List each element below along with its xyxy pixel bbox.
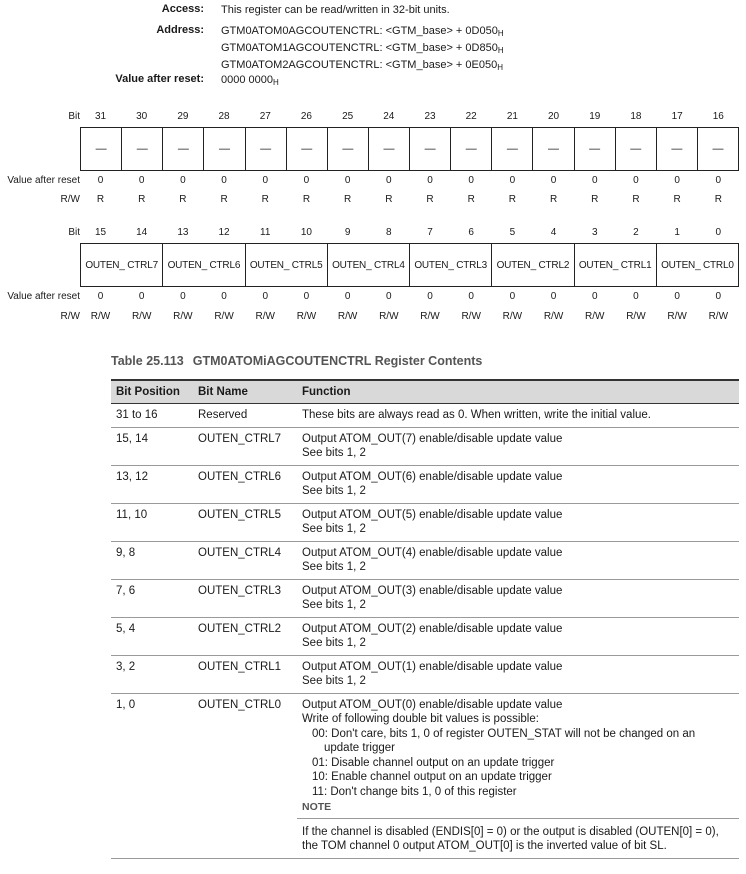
access-label: Access: <box>161 3 204 15</box>
cell-bit-position: 11, 10 <box>111 503 193 541</box>
bit-number: 13 <box>177 227 189 238</box>
register-lower-fields <box>80 243 739 287</box>
reserved-bit-cell: — <box>121 128 162 170</box>
rw-bit-value: R <box>220 194 228 205</box>
access-value: This register can be read/written in 32-bit units. <box>221 4 450 16</box>
option-11: 11: Don't change bits 1, 0 of this register <box>312 785 517 798</box>
bit-number: 0 <box>715 227 722 238</box>
reset-bit-value: 0 <box>180 291 186 302</box>
rw-bit-value: R <box>96 194 105 205</box>
bit-number: 19 <box>589 111 601 122</box>
reserved-bit-cell: — <box>95 143 107 155</box>
table-row <box>111 404 739 428</box>
function-line: See bits 1, 2 <box>302 599 366 611</box>
reset-bit-value: 0 <box>344 291 351 302</box>
option-01: 01: Disable channel output on an update trigger <box>312 756 555 769</box>
cell-bit-position: 13, 12 <box>111 465 193 503</box>
bit-number: 15 <box>94 227 107 238</box>
option-00: 00: Don't care, bits 1, 0 of register OUTEN_STAT will not be changed on an <box>312 727 696 740</box>
cell-bit-position: 3, 2 <box>111 655 193 693</box>
reset-bit-value: 0 <box>550 175 557 186</box>
reset-bit-value: 0 <box>674 291 680 302</box>
cell-bit-position: 31 to 16 <box>111 404 193 428</box>
reset-bit-value: 0 <box>468 175 474 186</box>
bit-number: 3 <box>591 227 598 238</box>
note-label: NOTE <box>297 800 739 819</box>
bit-number: 7 <box>427 227 433 238</box>
register-upper-fields <box>80 127 739 171</box>
reset-bit-value: 0 <box>221 175 227 186</box>
cell-function <box>297 541 739 579</box>
table-header-row <box>111 380 739 404</box>
bit-number: 12 <box>218 227 230 238</box>
function-line: Output ATOM_OUT(2) enable/disable update value <box>302 622 563 635</box>
function-line: These bits are always read as 0. When written, write the initial value. <box>302 409 651 421</box>
reset-bit-value: 0 <box>591 291 598 302</box>
bit-number: 23 <box>424 111 436 122</box>
bit-number: 16 <box>712 111 724 122</box>
rw-bit-value: R/W <box>667 311 687 322</box>
function-line: See bits 1, 2 <box>302 485 366 497</box>
bit-number: 5 <box>509 227 516 238</box>
bit-number: 4 <box>550 227 557 238</box>
field-cell-outen-ctrl: OUTEN_ CTRL0 <box>656 244 738 286</box>
reset-row-label-lower: Value after reset <box>7 291 80 302</box>
bit-number: 11 <box>260 227 271 238</box>
cell-bit-name: Reserved <box>193 404 297 428</box>
note-text: If the channel is disabled (ENDIS[0] = 0) or the output is disabled (OUTEN[0] = 0), the TOM channel 0 output ATOM_OUT[0] is the inverted value of bit SL. <box>302 825 719 852</box>
cell-bit-name: OUTEN_CTRL7 <box>193 427 297 465</box>
bit-number: 20 <box>548 111 560 122</box>
rw-bit-value: R/W <box>214 311 234 322</box>
rw-row-label-upper: R/W <box>60 194 80 205</box>
table-number: Table 25.113 <box>111 354 184 368</box>
cell-function <box>297 655 739 693</box>
rw-bit-value: R <box>632 194 640 205</box>
cell-function <box>297 579 739 617</box>
cell-bit-name: OUTEN_CTRL5 <box>193 503 297 541</box>
rw-bit-value: R/W <box>379 311 399 322</box>
reset-bit-value: 0 <box>138 175 145 186</box>
reset-bit-value: 0 <box>97 175 104 186</box>
rw-bit-value: R <box>467 194 475 205</box>
table-row <box>111 427 739 465</box>
field-cell-outen-ctrl: OUTEN_ CTRL6 <box>162 244 244 286</box>
function-line: Output ATOM_OUT(3) enable/disable update value <box>302 584 563 597</box>
reset-bit-value: 0 <box>427 175 433 186</box>
cell-bit-position: 1, 0 <box>111 693 193 858</box>
bit-number: 24 <box>383 111 395 122</box>
reserved-bit-cell: — <box>245 128 286 170</box>
table-title-text: GTM0ATOMiAGCOUTENCTRL Register Contents <box>192 354 483 368</box>
rw-bit-value: R/W <box>131 311 152 322</box>
option-10: 10: Enable channel output on an update trigger <box>312 771 552 783</box>
bit-number: 28 <box>218 111 230 122</box>
bit-number: 14 <box>136 227 148 238</box>
rw-bit-value: R <box>591 194 599 205</box>
reset-bit-value: 0 <box>138 291 145 302</box>
reserved-bit-cell: — <box>286 128 327 170</box>
rw-bit-value: R/W <box>585 311 605 322</box>
reset-bit-value: 0 <box>344 175 351 186</box>
rw-bit-value: R <box>714 194 722 205</box>
reset-bit-value: 0 <box>262 175 269 186</box>
cell-bit-name: OUTEN_CTRL3 <box>193 579 297 617</box>
function-line: Output ATOM_OUT(7) enable/disable update value <box>302 432 563 445</box>
bit-number: 21 <box>506 111 518 122</box>
address-line-0: GTM0ATOM0AGCOUTENCTRL: <GTM_base> + $0D050_H$ <box>221 25 504 38</box>
rw-bit-value: R <box>673 194 681 205</box>
reserved-bit-cell: — <box>615 128 656 170</box>
cell-function <box>297 617 739 655</box>
table-row <box>111 655 739 693</box>
cell-function <box>297 503 739 541</box>
bit-number: 9 <box>344 227 351 238</box>
reset-bit-value: 0 <box>303 175 310 186</box>
reset-bit-value: 0 <box>386 175 392 186</box>
table-row <box>111 617 739 655</box>
bit-number: 2 <box>633 227 639 238</box>
cell-bit-name: OUTEN_CTRL1 <box>193 655 297 693</box>
reserved-bit-cell: — <box>532 128 573 170</box>
bit-number: 29 <box>177 111 189 122</box>
reserved-bit-cell: — <box>450 128 491 170</box>
reset-bit-value: 0 <box>633 291 639 302</box>
table-row-last <box>111 693 739 858</box>
rw-row-label-lower: R/W <box>60 311 80 322</box>
reset-bit-value: 0 <box>591 175 598 186</box>
function-line: See bits 1, 2 <box>302 523 366 535</box>
cell-bit-position: 9, 8 <box>111 541 193 579</box>
field-cell-outen-ctrl: OUTEN_ CTRL5 <box>245 244 327 286</box>
cell-bit-position: 5, 4 <box>111 617 193 655</box>
function-line: See bits 1, 2 <box>302 637 366 649</box>
cell-bit-position: 7, 6 <box>111 579 193 617</box>
rw-bit-value: R/W <box>461 311 481 322</box>
function-line: See bits 1, 2 <box>302 561 366 573</box>
reset-bit-value: 0 <box>550 291 557 302</box>
reserved-bit-cell: — <box>409 128 450 170</box>
rw-bit-value: R <box>261 194 269 205</box>
rw-bit-value: R/W <box>543 311 564 322</box>
rw-bit-value: R/W <box>296 311 317 322</box>
table-row <box>111 503 739 541</box>
field-cell-outen-ctrl: OUTEN_ CTRL4 <box>327 244 409 286</box>
reset-bit-value: 0 <box>221 291 227 302</box>
function-line: Output ATOM_OUT(6) enable/disable update value <box>302 470 563 483</box>
table-row <box>111 465 739 503</box>
rw-bit-value: R/W <box>337 311 358 322</box>
reset-bit-value: 0 <box>97 291 104 302</box>
cell-function <box>297 465 739 503</box>
rw-bit-value: R/W <box>502 311 523 322</box>
rw-bit-value: R <box>344 194 352 205</box>
cell-bit-position: 15, 14 <box>111 427 193 465</box>
reset-bit-value: 0 <box>509 291 516 302</box>
header-bit-position: Bit Position <box>111 380 193 404</box>
bit-number: 10 <box>300 227 312 238</box>
bit-number: 31 <box>94 111 107 122</box>
rw-bit-value: R <box>302 194 311 205</box>
bit-number: 30 <box>136 111 148 122</box>
reset-value: 0000 $0000_H$ <box>221 74 279 87</box>
address-list <box>221 24 504 75</box>
cell-function <box>297 693 739 858</box>
reserved-bit-cell: — <box>656 128 697 170</box>
reserved-bit-cell: — <box>327 128 368 170</box>
table-title <box>111 354 482 368</box>
field-cell-outen-ctrl: OUTEN_ CTRL1 <box>574 244 656 286</box>
reset-bit-value: 0 <box>262 291 269 302</box>
header-function: Function <box>297 380 739 404</box>
rw-bit-value: R/W <box>420 311 440 322</box>
cell-bit-name: OUTEN_CTRL0 <box>193 693 297 858</box>
bit-label-upper: Bit <box>68 111 80 122</box>
function-line: Output ATOM_OUT(0) enable/disable update value <box>302 698 563 711</box>
bit-number: 8 <box>386 227 392 238</box>
reserved-bit-cell: — <box>491 128 532 170</box>
reset-bit-value: 0 <box>180 175 186 186</box>
rw-bit-value: R/W <box>90 311 111 322</box>
cell-function <box>297 404 739 428</box>
reset-bit-value: 0 <box>303 291 310 302</box>
reset-bit-value: 0 <box>715 291 722 302</box>
function-line: See bits 1, 2 <box>302 675 366 687</box>
reset-bit-value: 0 <box>715 175 722 186</box>
function-line: See bits 1, 2 <box>302 447 366 459</box>
bit-number: 17 <box>671 111 683 122</box>
function-line: Output ATOM_OUT(4) enable/disable update value <box>302 546 563 559</box>
address-line-1: GTM0ATOM1AGCOUTENCTRL: <GTM_base> + $0D850_H$ <box>221 42 504 55</box>
bit-number: 25 <box>342 111 354 122</box>
rw-bit-value: R <box>426 194 434 205</box>
bit-number: 22 <box>465 111 477 122</box>
reset-bit-value: 0 <box>509 175 516 186</box>
bit-number: 26 <box>300 111 312 122</box>
reserved-bit-cell: — <box>162 128 203 170</box>
rw-bit-value: R/W <box>255 311 275 322</box>
reset-label: Value after reset: <box>115 73 204 85</box>
cell-function <box>297 427 739 465</box>
bit-number: 27 <box>259 111 271 122</box>
field-cell-outen-ctrl: OUTEN_ CTRL7 <box>85 259 158 271</box>
field-cell-outen-ctrl: OUTEN_ CTRL3 <box>409 244 491 286</box>
bit-number: 1 <box>674 227 680 238</box>
address-label: Address: <box>156 24 204 36</box>
reset-bit-value: 0 <box>427 291 433 302</box>
address-line-2: GTM0ATOM2AGCOUTENCTRL: <GTM_base> + $0E050_H$ <box>221 59 503 72</box>
register-contents-table <box>111 379 739 859</box>
rw-bit-value: R/W <box>626 311 646 322</box>
rw-bit-value: R <box>508 194 516 205</box>
reset-bit-value: 0 <box>633 175 639 186</box>
field-cell-outen-ctrl: OUTEN_ CTRL2 <box>491 244 573 286</box>
cell-bit-name: OUTEN_CTRL6 <box>193 465 297 503</box>
bit-number: 18 <box>630 111 642 122</box>
reset-bit-value: 0 <box>674 175 680 186</box>
reset-row-label-upper: Value after reset <box>7 175 80 186</box>
rw-bit-value: R <box>138 194 146 205</box>
function-line: Output ATOM_OUT(5) enable/disable update value <box>302 508 563 521</box>
reserved-bit-cell: — <box>203 128 244 170</box>
table-row <box>111 541 739 579</box>
option-00-continued: update trigger <box>324 742 395 754</box>
reserved-bit-cell: — <box>368 128 409 170</box>
rw-bit-value: R <box>549 194 558 205</box>
reserved-bit-cell: — <box>697 128 738 170</box>
table-row <box>111 579 739 617</box>
reset-bit-value: 0 <box>468 291 474 302</box>
function-line: Output ATOM_OUT(1) enable/disable update value <box>302 660 563 673</box>
reserved-bit-cell: — <box>574 128 615 170</box>
cell-bit-name: OUTEN_CTRL2 <box>193 617 297 655</box>
rw-bit-value: R <box>179 194 187 205</box>
cell-bit-name: OUTEN_CTRL4 <box>193 541 297 579</box>
bit-label-lower: Bit <box>68 227 80 238</box>
bit-number: 6 <box>468 227 474 238</box>
rw-bit-value: R/W <box>708 311 729 322</box>
rw-bit-value: R <box>385 194 393 205</box>
reset-bit-value: 0 <box>386 291 392 302</box>
header-bit-name: Bit Name <box>193 380 297 404</box>
rw-bit-value: R/W <box>173 311 193 322</box>
function-line: Write of following double bit values is possible: <box>302 713 539 725</box>
